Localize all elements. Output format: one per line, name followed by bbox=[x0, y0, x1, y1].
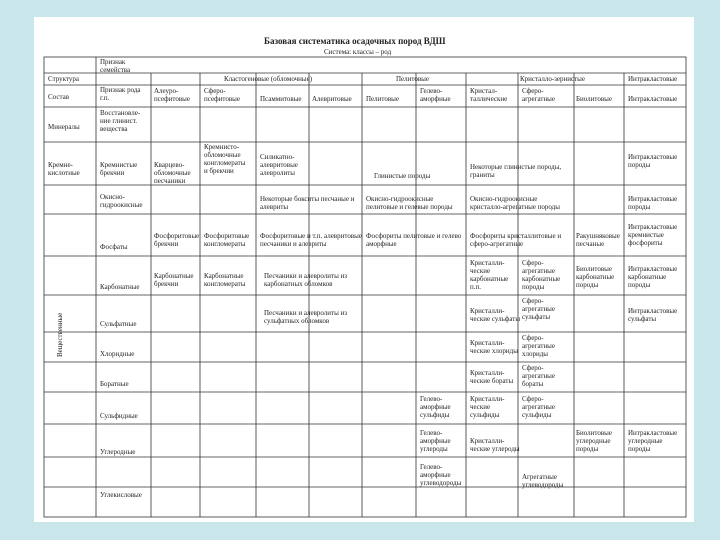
cell: Сферо- агрегатные сульфиды bbox=[522, 395, 555, 419]
row-carbonaceous: Углекисловые bbox=[100, 491, 142, 499]
hdr-pelitic: Пелитовые bbox=[396, 75, 429, 83]
row-sulfides: Сульфидные bbox=[100, 412, 138, 420]
cell: Некоторые бокситы песчаные и алевриты bbox=[260, 195, 355, 211]
cell: Интракластовые породы bbox=[628, 195, 678, 211]
hdr-sphero-crystal: Сферо- агрегатные bbox=[522, 87, 555, 103]
hdr-restored: Восстановле- ние глинист. вещества bbox=[100, 109, 141, 133]
cell: Фосфоритовые брекчии bbox=[154, 232, 200, 248]
slide-page bbox=[34, 17, 694, 522]
cell: Кристалли- ческие сульфаты bbox=[470, 307, 521, 323]
cell: Интракластовые кремнистые фосфориты bbox=[628, 223, 678, 247]
row-carbon: Углеродные bbox=[100, 448, 136, 456]
cell: Агрегатные углеводороды bbox=[522, 473, 564, 489]
hdr-intraclastic: Интракластовые bbox=[628, 75, 678, 83]
cell: Интракластовые породы bbox=[628, 153, 678, 169]
cell: Биолитовые карбонатные породы bbox=[576, 265, 615, 289]
row-composition: Состав bbox=[48, 93, 70, 101]
cell: Карбонатные брекчии bbox=[154, 272, 194, 288]
cell: Кристалли- ческие сульфиды bbox=[470, 395, 505, 419]
hdr-biolithic: Биолитовые bbox=[576, 95, 612, 103]
cell: Кристалли- ческие карбонатные п.п. bbox=[470, 259, 509, 291]
cell: Песчаники и алевролиты из карбонатных обломков bbox=[264, 272, 348, 288]
cell: Кристалли- ческие хлориды bbox=[470, 339, 518, 355]
cell: Гелево- аморфные сульфиды bbox=[420, 395, 451, 419]
row-sulfates: Сульфатные bbox=[100, 320, 137, 328]
cell: Биолитовые углеродные породы bbox=[576, 429, 612, 453]
cell: Кремнисто- обломочные конгломераты и брекчии bbox=[204, 143, 246, 175]
row-structure: Структура bbox=[48, 75, 80, 83]
hdr-crystalline: Кристал- таллические bbox=[470, 87, 508, 103]
cell: Ракушняковые песчаные bbox=[576, 232, 620, 248]
hdr-psammitic: Псаммитовые bbox=[260, 95, 302, 103]
cell: Сферо- агрегатные сульфаты bbox=[522, 297, 555, 321]
doc-subtitle: Система: классы – род bbox=[324, 48, 392, 56]
hdr-sign-feature: Признак семейства bbox=[100, 58, 131, 74]
hdr-gelo: Гелево- аморфные bbox=[420, 87, 451, 103]
cell: Интракластовые карбонатные породы bbox=[628, 265, 678, 289]
cell: Гелево- аморфные углероды bbox=[420, 429, 451, 453]
hdr-sphero: Сферо- псефитовые bbox=[204, 87, 240, 103]
cell: Некоторые глинистые породы, граниты bbox=[470, 163, 562, 179]
cell: Фосфоритовые конгломераты bbox=[204, 232, 250, 248]
cell: Гелево- аморфные углеводороды bbox=[420, 463, 462, 487]
cell: Фосфоритовые и т.п. алевритовые песчаники и алевриты bbox=[260, 232, 362, 248]
row-oxide: Окисно- гидроокисные bbox=[100, 193, 143, 209]
side-label: Вещественные bbox=[56, 312, 64, 357]
row-chlorides: Хлоридные bbox=[100, 350, 135, 358]
cell: Кремнистые брекчии bbox=[100, 161, 138, 177]
hdr-aleuro-psephite: Алеуро- псефитовые bbox=[154, 87, 190, 103]
cell: Кристалли- ческие бораты bbox=[470, 369, 514, 385]
doc-title: Базовая систематика осадочных пород ВДШ bbox=[264, 36, 446, 46]
cell: Фосфориты пелитовые и гелево аморфные bbox=[366, 232, 462, 248]
cell: Силикатно- алевритовые алевролиты bbox=[260, 153, 298, 177]
hdr-intraclastic2: Интракластовые bbox=[628, 95, 678, 103]
hdr-clastic: Кластогеновые (обломочные) bbox=[224, 75, 313, 83]
cell: Окисно-гидроокисные пелитовые и гелевые породы bbox=[366, 195, 453, 211]
hdr-pelitic2: Пелитовые bbox=[366, 95, 399, 103]
row-carbonates: Карбонатные bbox=[100, 283, 140, 291]
cell: Карбонатные конгломераты bbox=[204, 272, 246, 288]
row-phosphates: Фосфаты bbox=[100, 243, 128, 251]
cell: Интракластовые углеродные породы bbox=[628, 429, 678, 453]
hdr-sign-genus: Признак рода г.п. bbox=[100, 86, 141, 102]
cell: Окисно-гидроокисные кристалло-агрегатные породы bbox=[470, 195, 560, 211]
cell: Сферо- агрегатные хлориды bbox=[522, 334, 555, 358]
hdr-crystal-granular: Кристалло-зернистые bbox=[520, 75, 585, 83]
cell: Фосфориты кристаллитовые и сферо-агрегатные bbox=[470, 232, 562, 248]
row-minerals: Минералы bbox=[48, 123, 80, 131]
row-siliceous: Кремне- кислотные bbox=[48, 161, 80, 177]
cell: Сферо- агрегатные бораты bbox=[522, 364, 555, 388]
cell: Кристалли- ческие углероды bbox=[470, 437, 520, 453]
cell: Песчаники и алевролиты из сульфатных обломков bbox=[264, 309, 348, 325]
cell: Глинистые породы bbox=[374, 172, 431, 180]
row-borates: Боратные bbox=[100, 380, 129, 388]
cell: Сферо- агрегатные карбонатные породы bbox=[522, 259, 561, 291]
hdr-aleuritic: Алевритовые bbox=[312, 95, 352, 103]
cell: Интракластовые сульфаты bbox=[628, 307, 678, 323]
cell: Кварцево- обломочные песчаники bbox=[154, 161, 191, 185]
